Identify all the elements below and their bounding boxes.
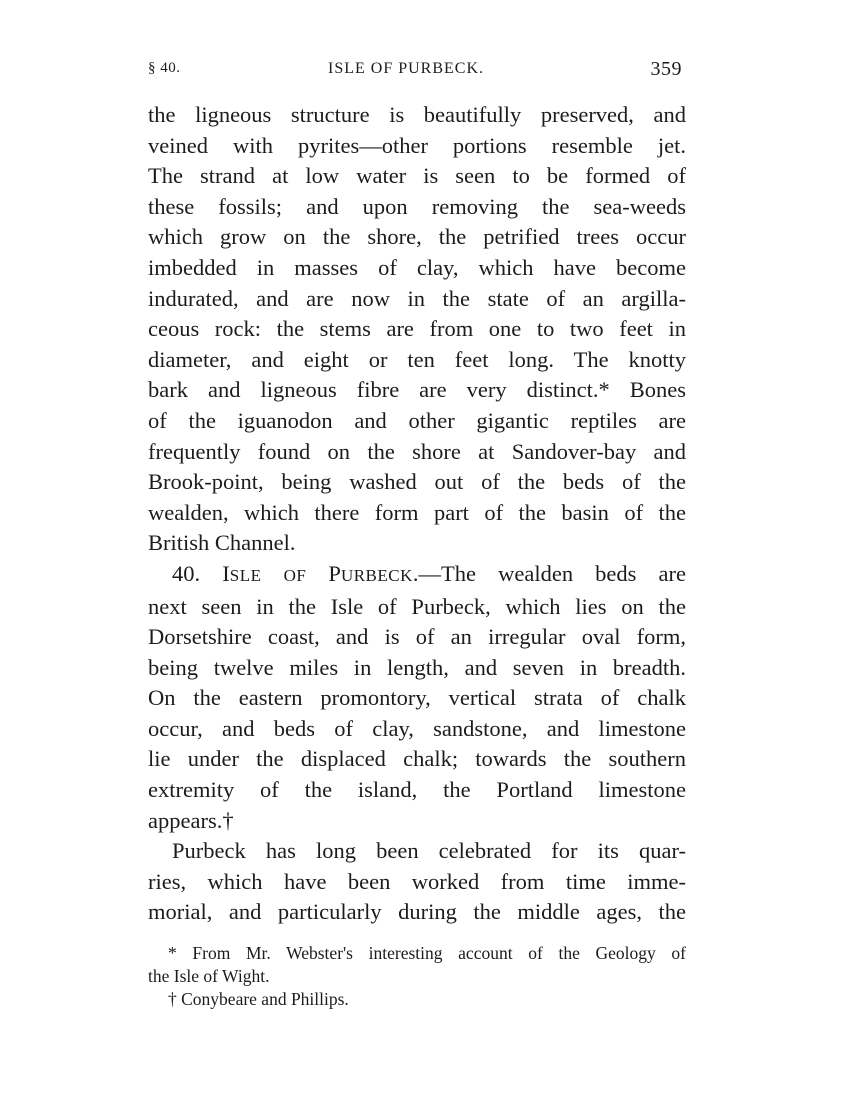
text-line: bark and ligneous fibre are very distinct.* Bones [148, 377, 686, 403]
running-head [148, 56, 686, 86]
running-title: ISLE OF PURBECK. [328, 60, 485, 77]
text-line: lie under the displaced chalk; towards the southern [148, 746, 686, 772]
text-line: the ligneous structure is beautifully preserved, and [148, 102, 686, 127]
section-heading-rest: .—The wealden beds are [412, 560, 687, 586]
section-heading-line [148, 559, 686, 592]
text-line: On the eastern promontory, vertical strata of chalk [148, 685, 686, 711]
text-line: indurated, and are now in the state of an argilla- [148, 285, 686, 311]
text-line: ceous rock: the stems are from one to two feet in [148, 316, 686, 342]
footnote-line: the Isle of Wight. [148, 966, 270, 987]
text-line: these fossils; and upon removing the sea-weeds [148, 193, 686, 219]
text-line: wealden, which there form part of the basin of the [148, 499, 686, 525]
text-line: next seen in the Isle of Purbeck, which lies on the [148, 593, 686, 619]
section-heading-initial: P [328, 560, 341, 586]
section-number: 40. [172, 560, 201, 586]
text-line: diameter, and eight or ten feet long. The knotty [148, 346, 686, 372]
section-heading-smallcaps: URBECK [340, 565, 413, 585]
section-heading-initial: I [222, 560, 230, 586]
text-line: Brook-point, being washed out of the beds of the [148, 469, 686, 495]
text-line: frequently found on the shore at Sandover-bay and [148, 438, 686, 464]
text-line: being twelve miles in length, and seven in breadth. [148, 654, 686, 680]
text-line: occur, and beds of clay, sandstone, and limestone [148, 715, 686, 741]
section-heading-smallcaps: OF [283, 565, 307, 585]
text-line: Purbeck has long been celebrated for its quar- [172, 838, 686, 864]
section-heading-smallcaps: SLE [229, 565, 262, 585]
text-line: veined with pyrites—other portions resemble jet. [148, 132, 686, 158]
footnote-line: † Conybeare and Phillips. [168, 989, 349, 1010]
footnote-line: * From Mr. Webster's interesting account of the Geology of [168, 943, 686, 964]
text-line: which grow on the shore, the petrified trees occur [148, 224, 686, 250]
text-line: appears.† [148, 807, 234, 833]
text-line: of the iguanodon and other gigantic reptiles are [148, 407, 686, 433]
text-line: The strand at low water is seen to be formed of [148, 163, 686, 189]
text-line: imbedded in masses of clay, which have become [148, 254, 686, 280]
section-marker: § 40. [148, 60, 181, 76]
text-line: morial, and particularly during the middle ages, the [148, 899, 686, 925]
text-line: British Channel. [148, 530, 296, 556]
text-line: extremity of the island, the Portland limestone [148, 777, 686, 803]
footnotes [148, 942, 686, 1011]
page-number: 359 [650, 58, 682, 80]
book-page [148, 56, 686, 1011]
text-line: ries, which have been worked from time imme- [148, 868, 686, 894]
body-text [148, 100, 686, 928]
text-line: Dorsetshire coast, and is of an irregular oval form, [148, 624, 686, 650]
